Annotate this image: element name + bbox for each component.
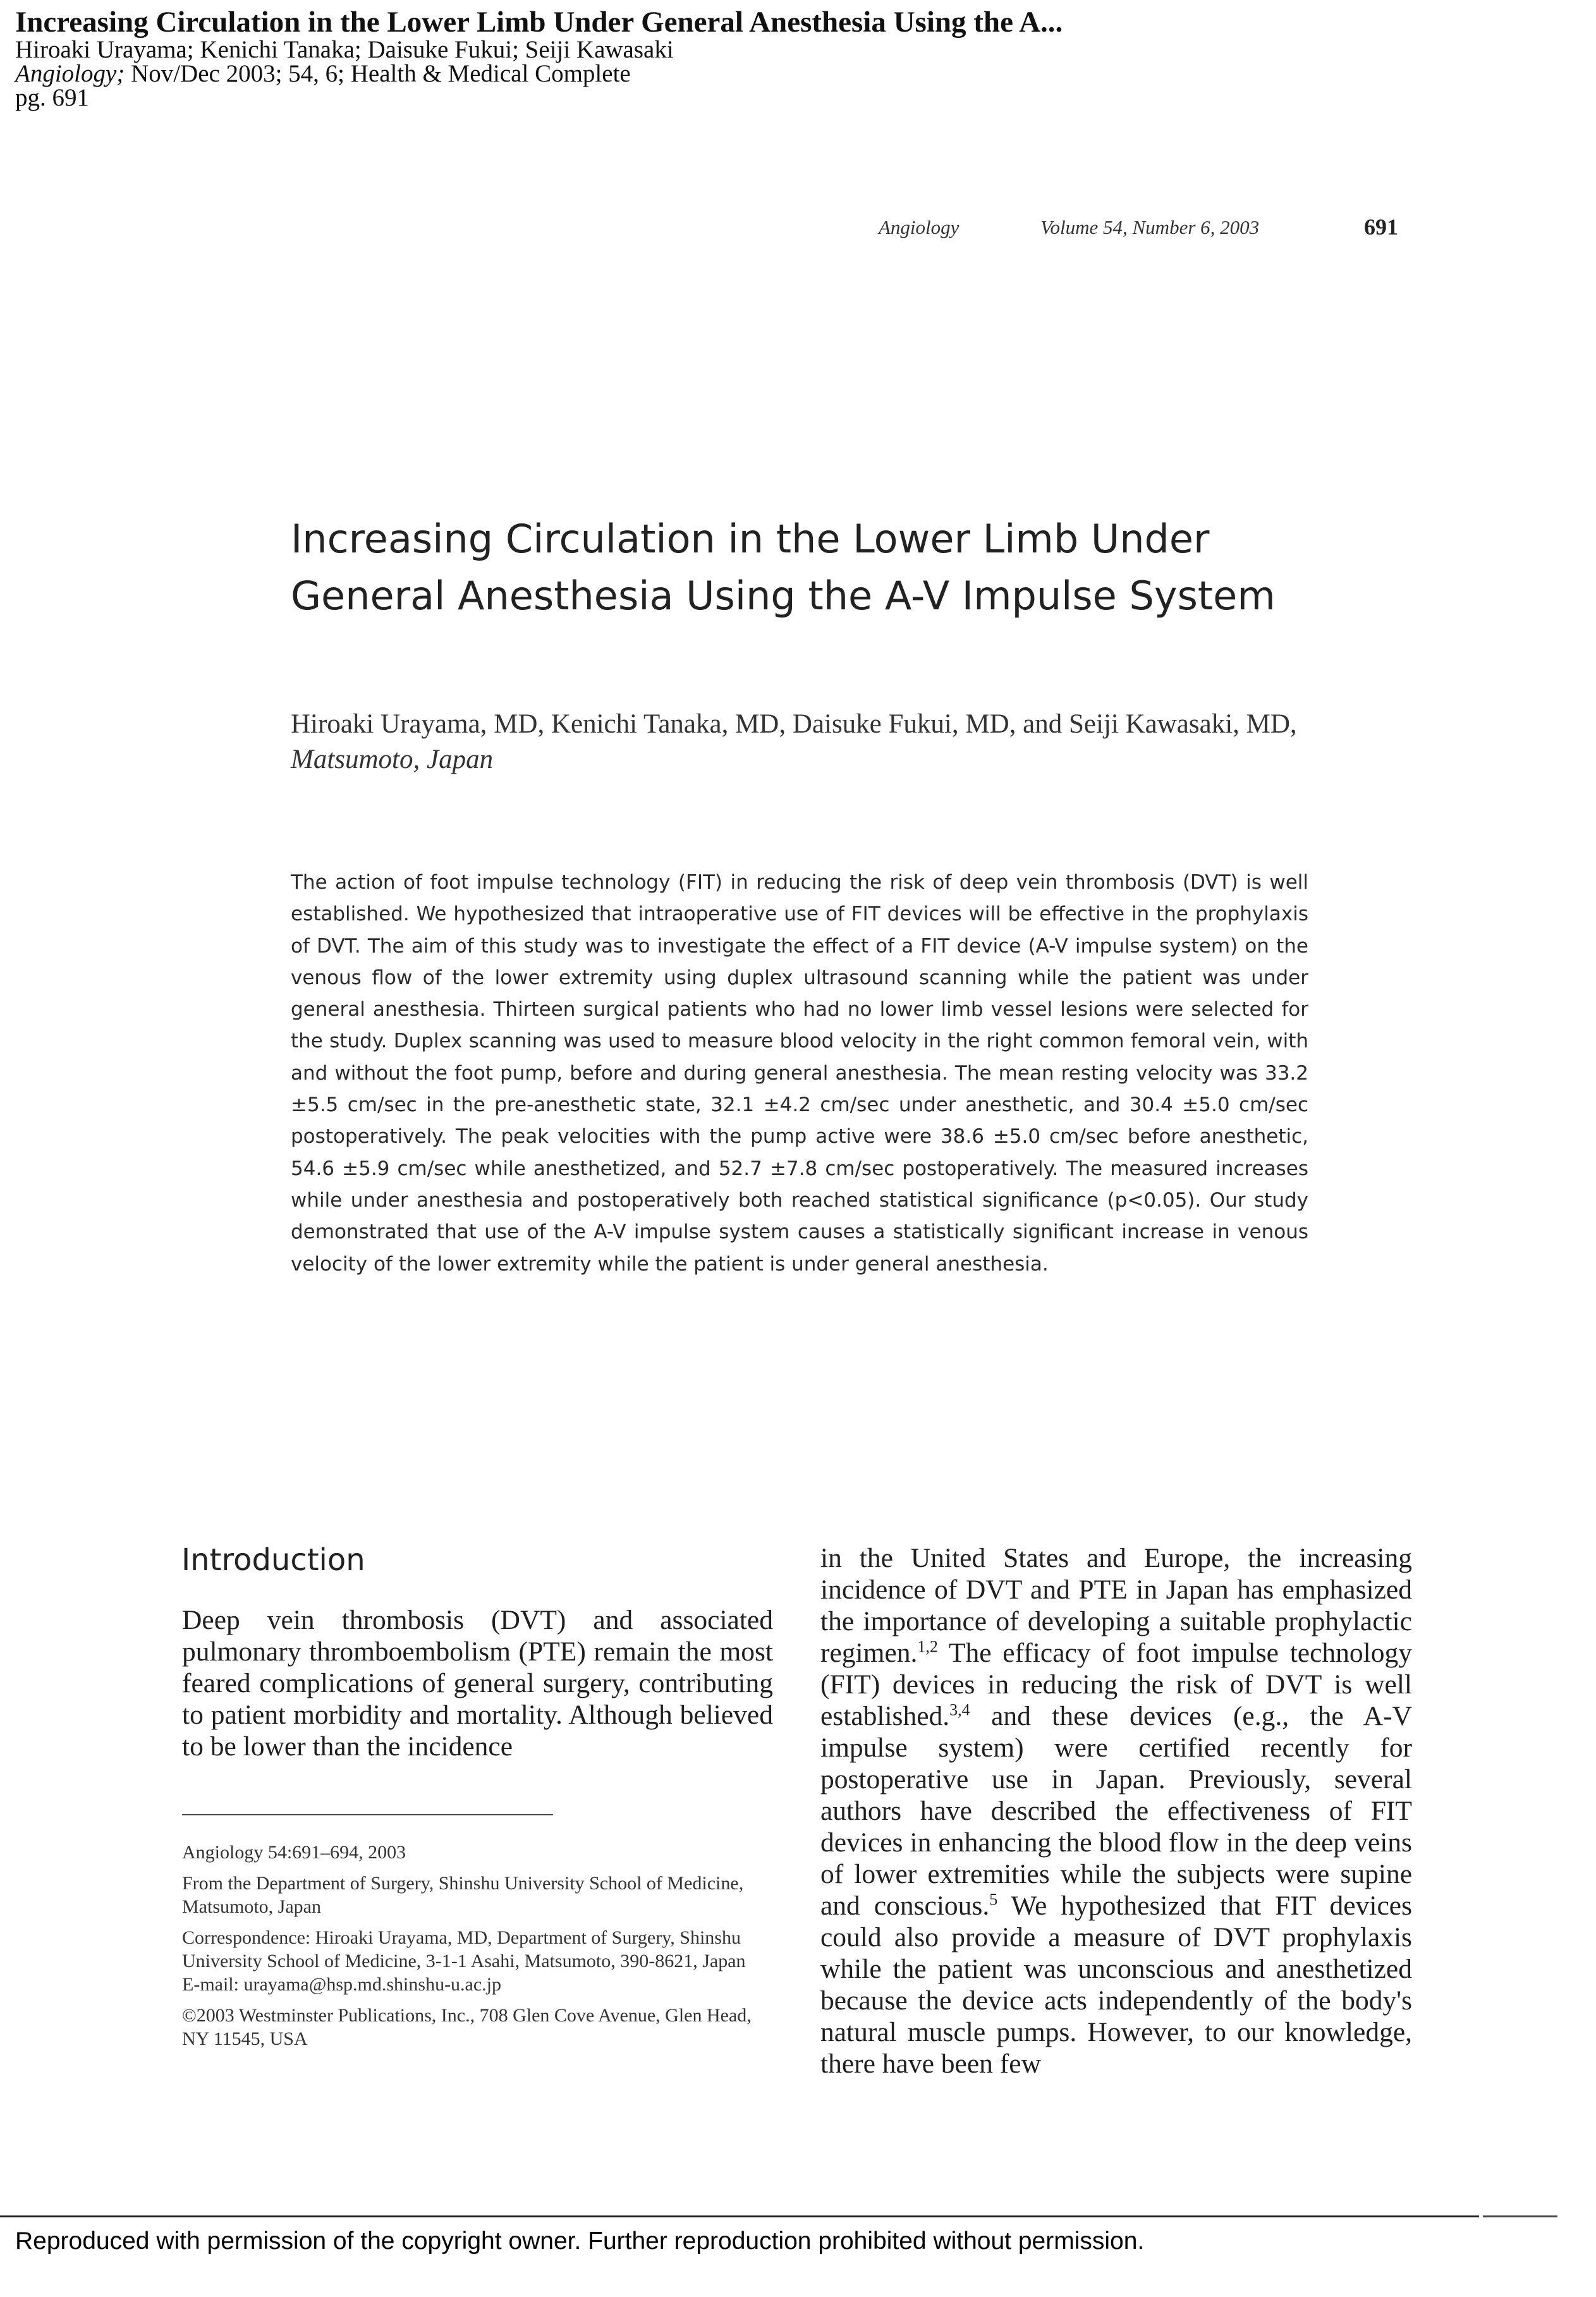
reference-superscript: 3,4 xyxy=(949,1700,970,1719)
intro-text: in the United States and Europe, the increasing incidence of DVT and PTE in Japan has emphasized the importance of developing a suitable prophylactic regimen. xyxy=(820,1543,1412,1668)
footnote-correspondence: Correspondence: Hiroaki Urayama, MD, Department of Surgery, Shinshu University School of Medicine, 3-1-1 Asahi, Matsumoto, 390-8621, Japan xyxy=(182,1927,746,1971)
footnotes xyxy=(182,1841,773,2058)
citation-source xyxy=(15,62,1063,86)
citation-journal: Angiology; xyxy=(15,60,125,87)
section-heading-introduction: Introduction xyxy=(181,1542,365,1578)
abstract: The action of foot impulse technology (FIT) in reducing the risk of deep vein thrombosis (DVT) is well established. We hypothesized that intraoperative use of FIT devices will be effective in the prophylaxis of DVT. The aim of this study was to investigate the effect of a FIT device (A-V impulse system) on the venous flow of the lower extremity using duplex ultrasound scanning while the patient was under general anesthesia. Thirteen surgical patients who had no lower limb vessel lesions were selected for the study. Duplex scanning was used to measure blood velocity in the right common femoral vein, with and without the foot pump, before and during general anesthesia. The mean resting velocity was 33.2 ±5.5 cm/sec in the pre-anesthetic state, 32.1 ±4.2 cm/sec under anesthetic, and 30.4 ±5.0 cm/sec postoperatively. The peak velocities with the pump active were 38.6 ±5.0 cm/sec before anesthetic, 54.6 ±5.9 cm/sec while anesthetized, and 52.7 ±7.8 cm/sec postoperatively. The measured increases while under anesthesia and postoperatively both reached statistical significance (p<0.05). Our study demonstrated that use of the A-V impulse system causes a statistically significant increase in venous velocity of the lower extremity while the patient is under general anesthesia. xyxy=(291,871,1308,1276)
reference-superscript: 1,2 xyxy=(917,1637,938,1656)
running-header-journal: Angiology xyxy=(879,216,959,238)
citation-source-detail: Nov/Dec 2003; 54, 6; Health & Medical Complete xyxy=(125,60,631,87)
author-location: Matsumoto, Japan xyxy=(291,745,494,774)
article-authors xyxy=(291,707,1428,777)
introduction-column-2 xyxy=(820,1542,1412,2080)
author-list: Hiroaki Urayama, MD, Kenichi Tanaka, MD, Daisuke Fukui, MD, and Seiji Kawasaki, MD, xyxy=(291,709,1297,739)
article-title: Increasing Circulation in the Lower Limb Under General Anesthesia Using the A-V Impulse System xyxy=(291,516,1276,619)
bottom-divider xyxy=(0,2215,1479,2217)
running-header-volume: Volume 54, Number 6, 2003 xyxy=(1040,216,1260,238)
citation-block xyxy=(15,6,1063,110)
bottom-divider-short xyxy=(1483,2215,1557,2217)
intro-text: We hypothesized that FIT devices could also provide a measure of DVT prophylaxis while the patient was unconscious and anesthetized because the device acts independently of the body's natural muscle pumps. However, to our knowledge, there have been few xyxy=(820,1891,1412,2079)
intro-text: The efficacy of foot impulse technology (FIT) devices in reducing the risk of DVT is well established. xyxy=(820,1638,1412,1731)
footnote-divider xyxy=(182,1814,553,1815)
citation-authors: Hiroaki Urayama; Kenichi Tanaka; Daisuke Fukui; Seiji Kawasaki xyxy=(15,36,674,63)
copyright-notice: Reproduced with permission of the copyright owner. Further reproduction prohibited without permission. xyxy=(15,2227,1145,2255)
footnote-copyright: ©2003 Westminster Publications, Inc., 708 Glen Cove Avenue, Glen Head, NY 11545, USA xyxy=(182,2005,752,2049)
introduction-column-1: Deep vein thrombosis (DVT) and associated pulmonary thromboembolism (PTE) remain the most feared complications of general surgery, contributing to patient morbidity and mortality. Although believed to be lower than the incidence xyxy=(182,1605,773,1762)
footnote-department: From the Department of Surgery, Shinshu University School of Medicine, Matsumoto, Japan xyxy=(182,1873,744,1917)
citation-title: Increasing Circulation in the Lower Limb Under General Anesthesia Using the A... xyxy=(15,6,1063,39)
page-number: 691 xyxy=(1364,214,1398,240)
footnote-journal-ref: Angiology 54:691–694, 2003 xyxy=(182,1842,406,1863)
footnote-email: E-mail: urayama@hsp.md.shinshu-u.ac.jp xyxy=(182,1974,502,1995)
intro-text: and these devices (e.g., the A-V impulse system) were certified recently for postoperative use in Japan. Previously, several authors have described the effectiveness of FIT devices in enhancing the blood flow in the deep veins of lower extremities while the subjects were supine and conscious. xyxy=(820,1701,1412,1921)
citation-page: pg. 691 xyxy=(15,84,89,111)
reference-superscript: 5 xyxy=(989,1890,998,1909)
